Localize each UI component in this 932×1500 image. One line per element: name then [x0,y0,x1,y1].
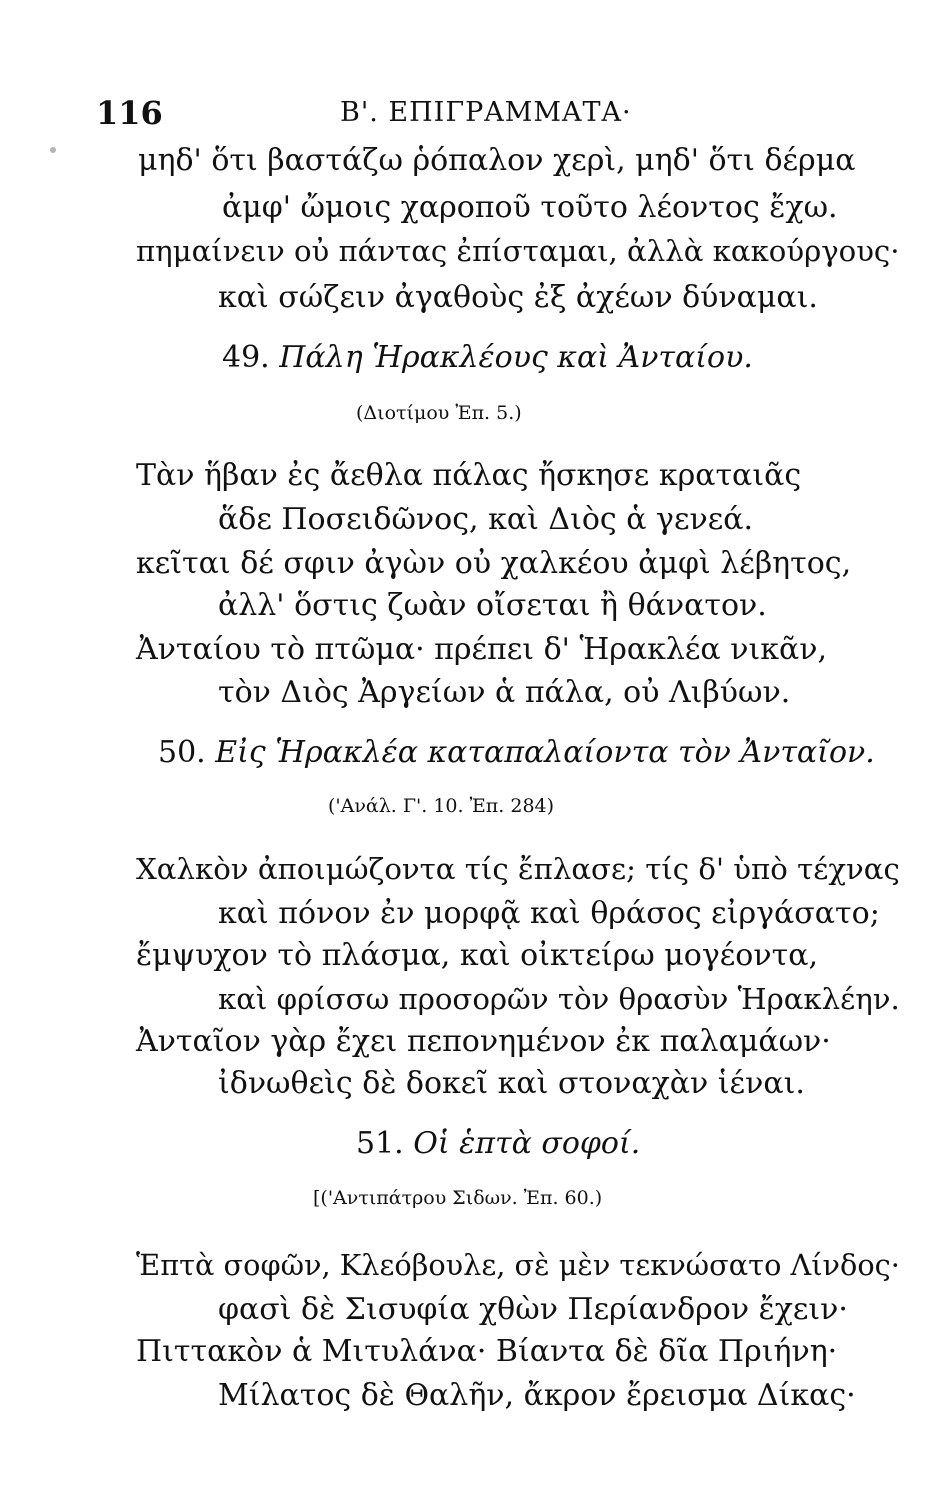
epigram-title-text: Οἱ ἑπτὰ σοφοί. [413,1126,641,1161]
running-head: Β'. ΕΠΙΓΡΑΜΜΑΤΑ· [340,97,632,128]
verse-line: κεῖται δέ σφιν ἀγὼν οὐ χαλκέου ἀμφὶ λέβητος, [136,546,852,581]
verse-line: Πιττακὸν ἁ Μιτυλάνα· Βίαντα δὲ δῖα Πριήνη· [136,1334,838,1369]
intro-line: ἀμφ' ὤμοις χαροποῦ τοῦτο λέοντος ἔχω. [222,190,838,225]
epigram-source: ('Ανάλ. Γ'. 10. Ἐπ. 284) [328,795,555,817]
paper-speck [50,147,56,153]
verse-line: Χαλκὸν ἀποιμώζοντα τίς ἔπλασε; τίς δ' ὑπὸ τέχνας [136,852,900,886]
epigram-title [222,340,753,375]
epigram-source: (Διοτίμου Ἐπ. 5.) [356,402,522,424]
verse-line: καὶ πόνον ἐν μορφᾷ καὶ θράσος εἰργάσατο; [218,896,880,931]
verse-line: Ἀνταῖον γὰρ ἔχει πεπονημένον ἐκ παλαμάων· [136,1024,831,1059]
verse-line: ἰδνωθεὶς δὲ δοκεῖ καὶ στοναχὰν ἱέναι. [218,1066,805,1101]
intro-line: μηδ' ὅτι βαστάζω ῥόπαλον χερὶ, μηδ' ὅτι δέρμα [138,143,856,178]
epigram-source: [('Αντιπάτρου Σιδων. Ἐπ. 60.) [313,1187,603,1209]
verse-line: ἅδε Ποσειδῶνος, καὶ Διὸς ἁ γενεά. [218,502,754,537]
verse-line: Ἑπτὰ σοφῶν, Κλεόβουλε, σὲ μὲν τεκνώσατο Λίνδος· [136,1248,900,1282]
verse-line: Μίλατος δὲ Θαλῆν, ἄκρον ἔρεισμα Δίκας· [218,1378,856,1413]
epigram-number: 51. [356,1126,404,1161]
epigram-number: 49. [222,340,270,375]
epigram-title-text: Εἰς Ἡρακλέα καταπαλαίοντα τὸν Ἀνταῖον. [215,735,875,770]
intro-line: καὶ σώζειν ἀγαθοὺς ἐξ ἀχέων δύναμαι. [218,280,818,315]
verse-line: ἔμψυχον τὸ πλάσμα, καὶ οἰκτείρω μογέοντα, [136,938,819,973]
intro-line: πημαίνειν οὐ πάντας ἐπίσταμαι, ἀλλὰ κακούργους· [136,234,900,268]
page-number: 116 [96,94,163,132]
epigram-title [356,1126,640,1161]
verse-line: ἀλλ' ὅστις ζωὰν οἴσεται ἢ θάνατον. [218,588,767,623]
verse-line: φασὶ δὲ Σισυφία χθὼν Περίανδρον ἔχειν· [218,1292,848,1327]
epigram-number: 50. [158,735,206,770]
verse-line: Ἀνταίου τὸ πτῶμα· πρέπει δ' Ἡρακλέα νικᾶν, [136,632,827,667]
epigram-title [158,735,875,770]
verse-line: Τὰν ἥβαν ἐς ἄεθλα πάλας ἤσκησε κραταιᾶς [136,458,802,493]
verse-line: καὶ φρίσσω προσορῶν τὸν θρασὺν Ἡρακλέην. [218,982,900,1016]
epigram-title-text: Πάλη Ἡρακλέους καὶ Ἀνταίου. [279,340,753,375]
verse-line: τὸν Διὸς Ἀργείων ἁ πάλα, οὐ Λιβύων. [218,675,791,710]
